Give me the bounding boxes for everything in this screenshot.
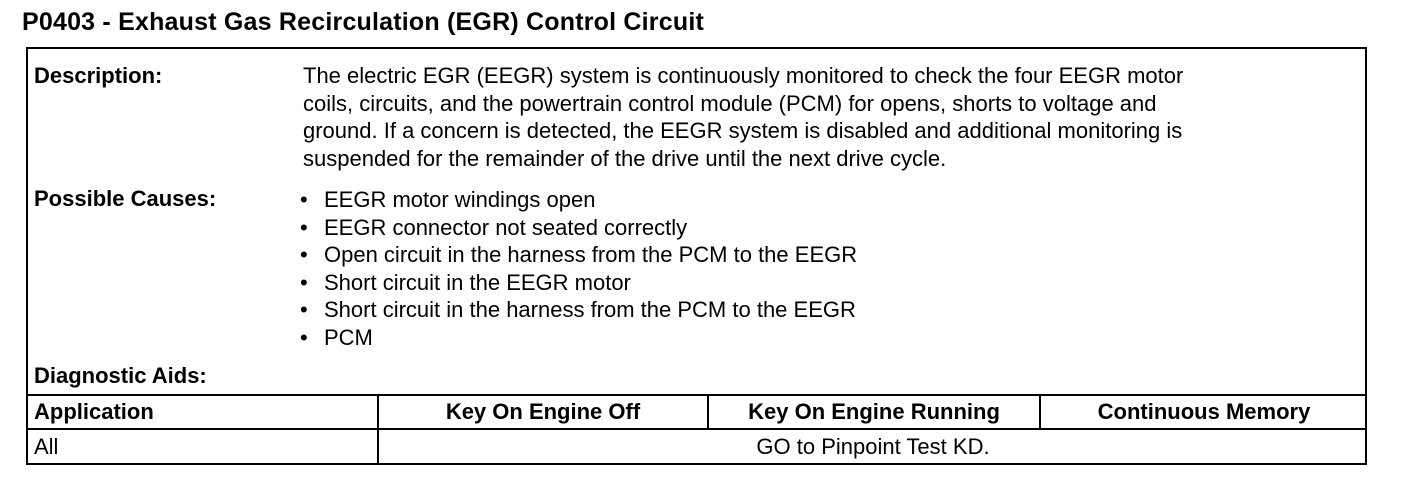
description-line: ground. If a concern is detected, the EEGR system is disabled and additional monitoring is (303, 118, 1183, 143)
bullet-icon: • (300, 297, 308, 322)
bullet-icon: • (300, 242, 308, 267)
description-label: Description: (34, 63, 163, 88)
description-line: The electric EGR (EEGR) system is continuously monitored to check the four EEGR motor (303, 63, 1184, 88)
possible-causes-label: Possible Causes: (34, 186, 217, 211)
description-text (303, 62, 1353, 172)
possible-causes-list (300, 186, 857, 351)
header-key-on-engine-off: Key On Engine Off (378, 395, 708, 429)
list-item: • PCM (300, 324, 373, 350)
bullet-icon: • (300, 269, 308, 295)
diagnostic-aids-label: Diagnostic Aids: (34, 363, 207, 388)
list-item: • Short circuit in the EEGR motor (300, 269, 631, 295)
header-key-on-engine-running: Key On Engine Running (708, 395, 1040, 429)
cell-action: GO to Pinpoint Test KD. (378, 429, 1367, 463)
description-line: coils, circuits, and the powertrain control module (PCM) for opens, shorts to voltage and (303, 90, 1157, 116)
description-line: suspended for the remainder of the drive until the next drive cycle. (303, 145, 947, 171)
table-row (28, 429, 1367, 463)
list-item: • EEGR connector not seated correctly (300, 214, 688, 240)
list-item: • Short circuit in the harness from the PCM to the EEGR (300, 297, 856, 322)
table-header-row (28, 395, 1367, 429)
cell-application: All (28, 429, 378, 463)
application-table (28, 394, 1367, 463)
bullet-icon: • (300, 187, 308, 212)
bullet-icon: • (300, 324, 308, 350)
dtc-info-box (26, 47, 1367, 465)
list-item: • EEGR motor windings open (300, 187, 596, 212)
list-item: • Open circuit in the harness from the PCM to the EEGR (300, 242, 858, 267)
bullet-icon: • (300, 214, 308, 240)
header-application: Application (28, 395, 378, 429)
header-continuous-memory: Continuous Memory (1040, 395, 1367, 429)
page-title: P0403 - Exhaust Gas Recirculation (EGR) Control Circuit (22, 8, 704, 36)
